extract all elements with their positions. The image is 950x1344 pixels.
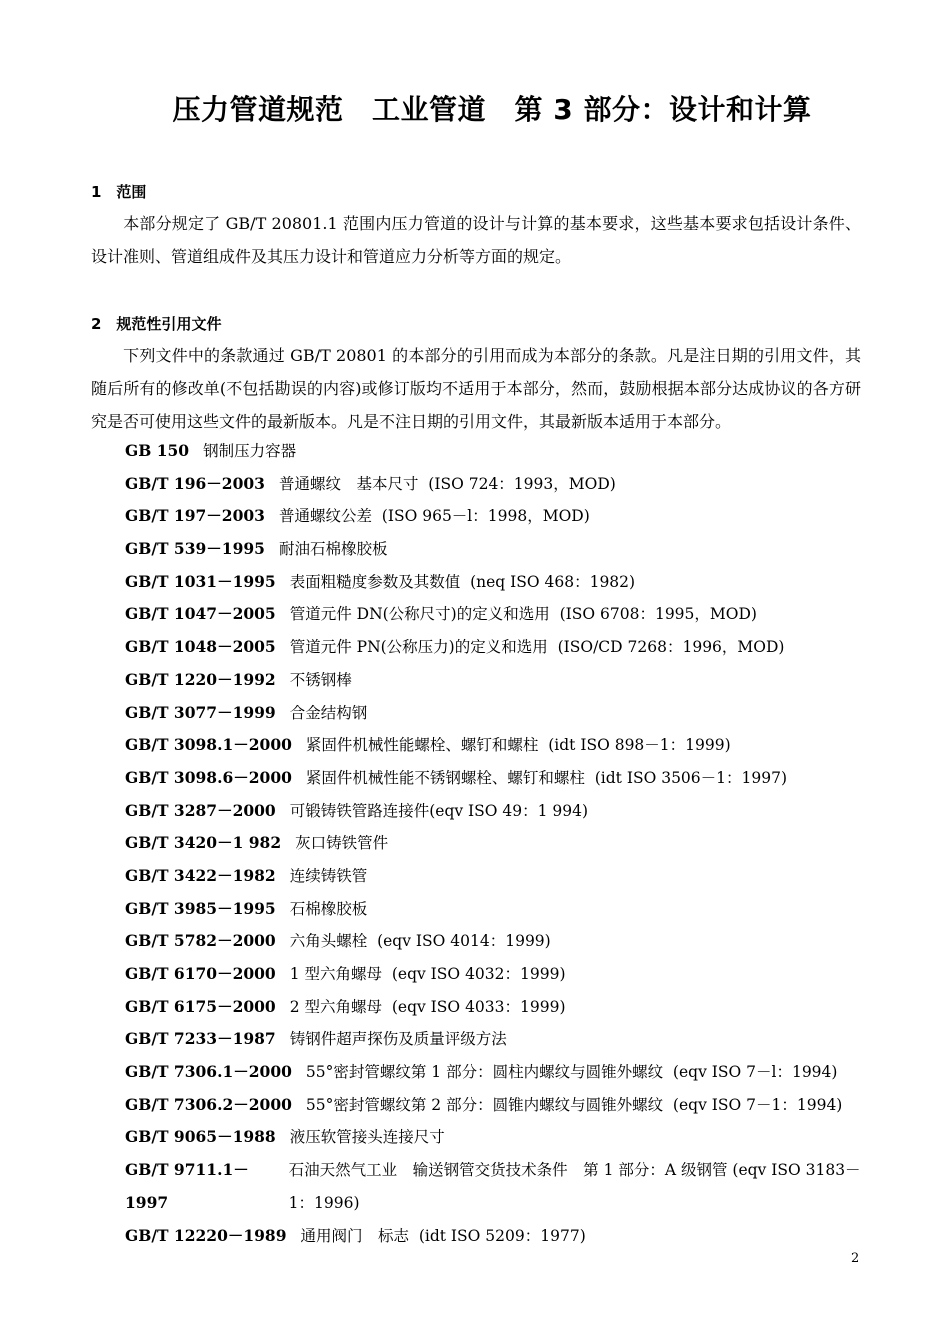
reference-code: GB/T 12220－1989 xyxy=(125,1225,287,1245)
reference-title: 55°密封管螺纹第 2 部分：圆锥内螺纹与圆锥外螺纹 (eqv ISO 7－1：1994) xyxy=(305,1095,843,1114)
reference-title: 1 型六角螺母 (eqv ISO 4032：1999) xyxy=(289,965,566,983)
reference-code: GB/T 6175－2000 xyxy=(125,996,276,1016)
reference-code: GB/T 3077－1999 xyxy=(125,702,276,722)
reference-item xyxy=(125,729,865,762)
reference-code: GB/T 7233－1987 xyxy=(125,1029,276,1049)
reference-item xyxy=(125,697,865,730)
reference-title: 合金结构钢 xyxy=(289,703,368,722)
reference-code: GB/T 539－1995 xyxy=(125,539,265,559)
reference-code: GB/T 3422－1982 xyxy=(125,865,276,885)
reference-title: 可锻铸铁管路连接件(eqv ISO 49：1 994) xyxy=(289,801,589,820)
reference-code: GB/T 3985－1995 xyxy=(125,898,276,918)
reference-title: 六角头螺栓 (eqv ISO 4014：1999) xyxy=(289,932,551,951)
reference-item xyxy=(125,860,865,893)
reference-title: 紧固件机械性能螺栓、螺钉和螺柱 (idt ISO 898－1：1999) xyxy=(305,736,731,755)
reference-title: 通用阀门 标志 (idt ISO 5209：1977) xyxy=(300,1226,586,1245)
reference-code: GB/T 7306.2－2000 xyxy=(125,1094,292,1114)
reference-title: 耐油石棉橡胶板 xyxy=(278,540,388,559)
reference-item xyxy=(125,1121,865,1154)
reference-code: GB/T 1047－2005 xyxy=(125,604,276,624)
reference-item xyxy=(125,762,865,795)
section-1-heading: 1 范围 xyxy=(91,183,147,201)
reference-code: GB/T 196－2003 xyxy=(125,473,265,493)
reference-code: GB/T 3098.6－2000 xyxy=(125,767,292,787)
reference-code: GB/T 1220－1992 xyxy=(125,669,276,689)
reference-code: GB/T 1031－1995 xyxy=(125,571,276,591)
reference-code: GB/T 197－2003 xyxy=(125,506,265,526)
reference-code: GB 150 xyxy=(125,441,190,460)
reference-code: GB/T 7306.1－2000 xyxy=(125,1062,292,1082)
reference-code: GB/T 3098.1－2000 xyxy=(125,735,292,755)
reference-title: 钢制压力容器 xyxy=(203,442,297,460)
reference-code: GB/T 5782－2000 xyxy=(125,931,276,951)
section-1-paragraph xyxy=(91,207,861,273)
reference-item xyxy=(125,1220,865,1253)
reference-item xyxy=(125,468,865,501)
reference-title: 石棉橡胶板 xyxy=(289,899,368,918)
reference-item xyxy=(125,566,865,599)
reference-code: GB/T 9711.1－1997 xyxy=(125,1160,249,1212)
reference-item xyxy=(125,795,865,828)
reference-title: 2 型六角螺母 (eqv ISO 4033：1999) xyxy=(289,997,566,1016)
reference-item xyxy=(125,1154,865,1219)
reference-code: GB/T 3420－1 982 xyxy=(125,833,282,853)
reference-item xyxy=(125,893,865,926)
reference-item xyxy=(125,827,865,860)
page-number: 2 xyxy=(851,1251,860,1266)
reference-title: 表面粗糙度参数及其数值 (neq ISO 468：1982) xyxy=(289,572,636,591)
reference-item xyxy=(125,958,865,991)
reference-item xyxy=(125,664,865,697)
reference-title: 连续铸铁管 xyxy=(289,866,368,885)
reference-title: 不锈钢棒 xyxy=(289,670,352,689)
reference-title: 石油天然气工业 输送钢管交货技术条件 第 1 部分：A 级钢管 (eqv ISO 3183－1：1996) xyxy=(288,1161,861,1212)
reference-item xyxy=(125,598,865,631)
reference-title: 管道元件 DN(公称尺寸)的定义和选用 (ISO 6708：1995，MOD) xyxy=(289,605,757,624)
section-2-heading: 2 规范性引用文件 xyxy=(91,315,222,333)
reference-code: GB/T 6170－2000 xyxy=(125,964,276,983)
reference-title: 紧固件机械性能不锈钢螺栓、螺钉和螺柱 (idt ISO 3506－1：1997) xyxy=(305,768,788,787)
reference-title: 灰口铸铁管件 xyxy=(295,834,389,853)
reference-title: 管道元件 PN(公称压力)的定义和选用 (ISO/CD 7268：1996，MOD) xyxy=(289,638,785,657)
reference-item xyxy=(125,991,865,1024)
reference-item xyxy=(125,925,865,958)
reference-title: 55°密封管螺纹第 1 部分：圆柱内螺纹与圆锥外螺纹 (eqv ISO 7－l：1994) xyxy=(305,1063,838,1082)
reference-title: 液压软管接头连接尺寸 xyxy=(289,1128,445,1147)
reference-code: GB/T 3287－2000 xyxy=(125,800,276,820)
reference-item xyxy=(125,500,865,533)
reference-item xyxy=(125,1089,865,1122)
section-2-text: 下列文件中的条款通过 GB/T 20801 的本部分的引用而成为本部分的条款。凡是注日期的引用文件，其随后所有的修改单(不包括勘误的内容)或修订版均不适用于本部分，然而，鼓励根据本部分达成协议的各方研究是否可使用这些文件的最新版本。凡是不注日期的引用文件，其最新版本适用于本部分。 xyxy=(91,346,861,431)
reference-title: 铸钢件超声探伤及质量评级方法 xyxy=(289,1030,507,1049)
section-2-paragraph xyxy=(91,339,861,438)
reference-list xyxy=(125,435,865,1252)
reference-item xyxy=(125,1023,865,1056)
reference-title: 普通螺纹 基本尺寸 (ISO 724：1993，MOD) xyxy=(278,474,616,493)
page-title: 压力管道规范 工业管道 第 3 部分：设计和计算 xyxy=(172,93,812,126)
reference-item xyxy=(125,533,865,566)
reference-item xyxy=(125,435,865,468)
reference-item xyxy=(125,631,865,664)
reference-code: GB/T 1048－2005 xyxy=(125,637,276,657)
reference-code: GB/T 9065－1988 xyxy=(125,1127,276,1147)
reference-item xyxy=(125,1056,865,1089)
section-1-text: 本部分规定了 GB/T 20801.1 范围内压力管道的设计与计算的基本要求，这些基本要求包括设计条件、设计准则、管道组成件及其压力设计和管道应力分析等方面的规定。 xyxy=(91,214,861,266)
reference-title: 普通螺纹公差 (ISO 965－l：1998，MOD) xyxy=(278,507,590,526)
